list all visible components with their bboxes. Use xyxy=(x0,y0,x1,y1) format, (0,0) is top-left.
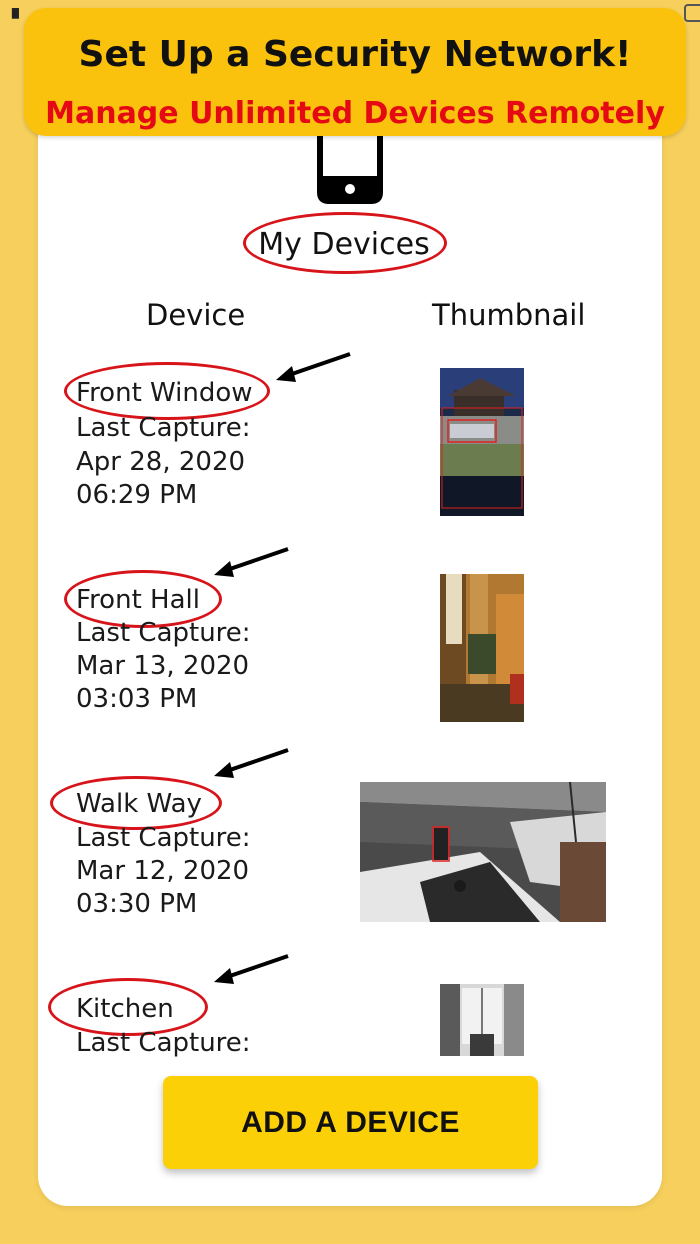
device-thumbnail[interactable] xyxy=(440,574,524,722)
add-device-button[interactable]: ADD A DEVICE xyxy=(163,1076,538,1169)
column-header-device: Device xyxy=(146,298,246,332)
column-header-thumbnail: Thumbnail xyxy=(432,298,586,332)
device-capture-time: 06:29 PM xyxy=(76,480,198,510)
device-name[interactable]: Kitchen xyxy=(76,994,174,1024)
device-capture-time: 03:03 PM xyxy=(76,684,198,714)
device-capture-label: Last Capture: xyxy=(76,618,251,648)
promo-banner xyxy=(24,8,686,136)
banner-subtitle: Manage Unlimited Devices Remotely xyxy=(45,96,665,131)
device-capture-date: Mar 12, 2020 xyxy=(76,856,250,886)
device-thumbnail[interactable] xyxy=(360,782,606,922)
status-bar-icon: ▘ xyxy=(12,9,26,29)
device-thumbnail[interactable] xyxy=(440,984,524,1056)
device-name[interactable]: Front Window xyxy=(76,378,253,408)
device-thumbnail[interactable] xyxy=(440,368,524,516)
device-capture-label: Last Capture: xyxy=(76,823,251,853)
phone-icon xyxy=(317,126,383,204)
arrow-icon xyxy=(274,350,354,384)
device-name[interactable]: Walk Way xyxy=(76,789,202,819)
arrow-icon xyxy=(212,952,292,986)
device-capture-label: Last Capture: xyxy=(76,413,251,443)
arrow-icon xyxy=(212,746,292,780)
battery-icon xyxy=(684,4,700,22)
device-name[interactable]: Front Hall xyxy=(76,585,200,615)
arrow-icon xyxy=(212,545,292,579)
device-capture-date: Apr 28, 2020 xyxy=(76,447,246,477)
device-capture-time: 03:30 PM xyxy=(76,889,198,919)
page-title: My Devices xyxy=(258,226,430,262)
device-capture-label: Last Capture: xyxy=(76,1028,251,1058)
device-capture-date: Mar 13, 2020 xyxy=(76,651,250,681)
banner-title: Set Up a Security Network! xyxy=(78,34,632,75)
